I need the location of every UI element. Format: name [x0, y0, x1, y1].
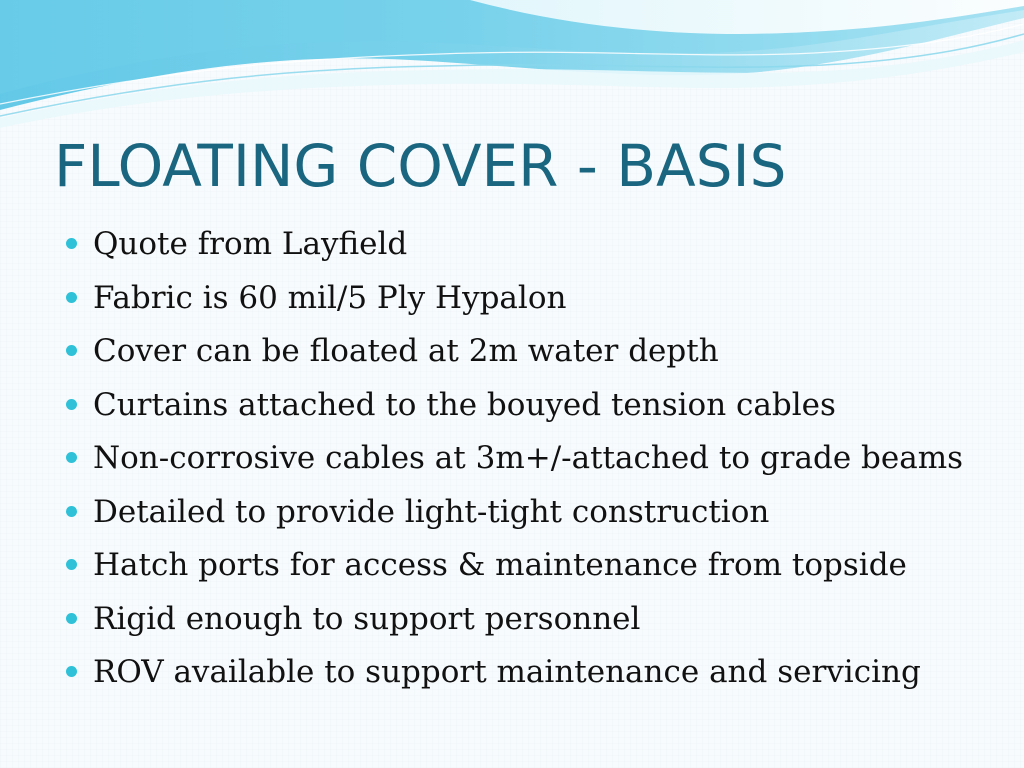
- bullet-item-hatch-ports: [66, 539, 1006, 593]
- bullet-text: Fabric is 60 mil/5 Ply Hypalon: [93, 279, 567, 316]
- bullet-text: Non-corrosive cables at 3m+/-attached to grade beams: [93, 440, 963, 477]
- bullet-dot-icon: [66, 292, 77, 303]
- bullet-item-light-tight: [66, 486, 1006, 540]
- bullet-dot-icon: [66, 666, 77, 677]
- bullet-dot-icon: [66, 238, 77, 249]
- bullet-item-cables: [66, 432, 1006, 486]
- bullet-dot-icon: [66, 452, 77, 463]
- bullet-text: ROV available to support maintenance and servicing: [93, 654, 921, 691]
- bullet-text: Rigid enough to support personnel: [93, 600, 641, 637]
- slide-title: FLOATING COVER - BASIS: [54, 132, 787, 200]
- bullet-item-layfield: [66, 218, 1006, 272]
- bullet-item-fabric: [66, 272, 1006, 326]
- bullet-item-rov: [66, 646, 1006, 700]
- bullet-text: Curtains attached to the bouyed tension cables: [93, 386, 836, 423]
- bullet-text: Detailed to provide light-tight construction: [93, 493, 770, 530]
- bullet-dot-icon: [66, 345, 77, 356]
- bullet-dot-icon: [66, 506, 77, 517]
- bullet-dot-icon: [66, 559, 77, 570]
- bullet-list: [66, 218, 1006, 700]
- bullet-dot-icon: [66, 613, 77, 624]
- bullet-text: Quote from Layfield: [93, 226, 408, 263]
- decorative-wave-header: [0, 0, 1024, 140]
- bullet-dot-icon: [66, 399, 77, 410]
- bullet-text: Cover can be floated at 2m water depth: [93, 333, 719, 370]
- bullet-item-water-depth: [66, 325, 1006, 379]
- bullet-text: Hatch ports for access & maintenance from topside: [93, 547, 907, 584]
- bullet-item-curtains: [66, 379, 1006, 433]
- bullet-item-rigid: [66, 593, 1006, 647]
